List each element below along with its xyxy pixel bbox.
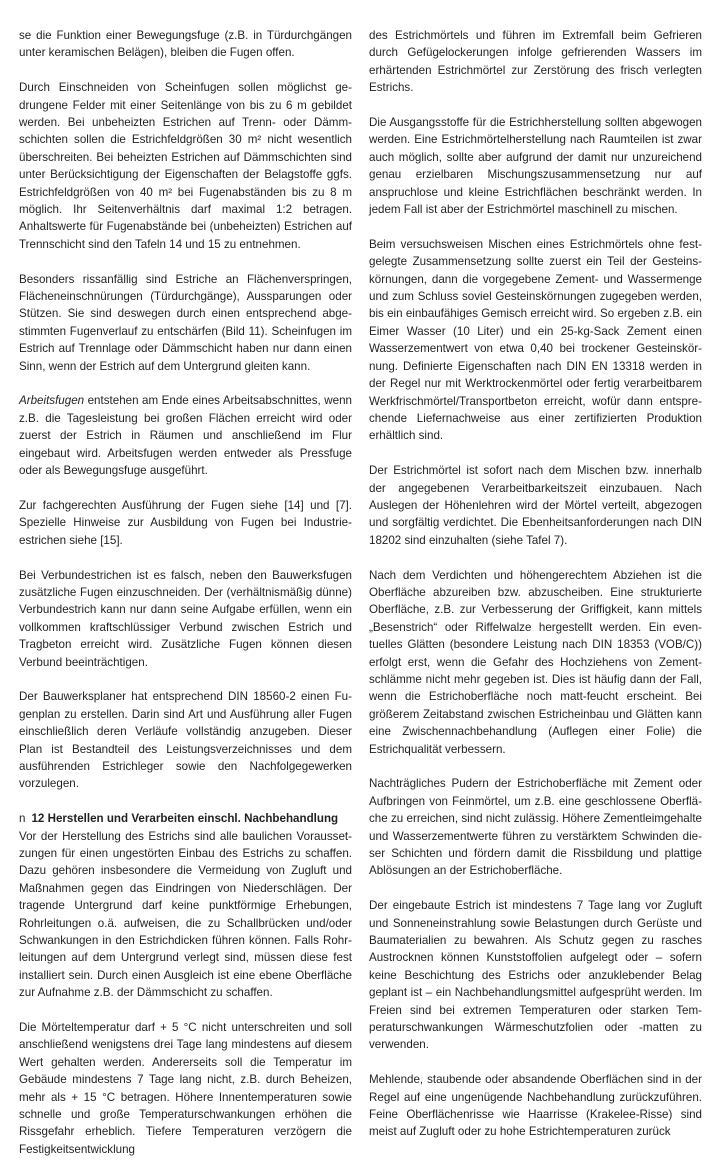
paragraph: Die Ausgangsstoffe für die Estrichherstellung sollten abgewogen werden. Eine Estrichmörtelherstellung nach Raumteilen ist zwar auch möglich, sollte aber aufgrund der damit nur unzureichend genau erzielbaren Mischungszusammensetzung nur auf anspruchlose und kleine Estrichflächen beschränkt werden. In jedem Fall ist aber der Estrichmörtel maschinell zu mischen.	[369, 116, 702, 217]
paragraph	[19, 392, 352, 479]
paragraph-text: entstehen am Ende eines Arbeitsabschnittes, wenn z.B. die Tagesleistung bei großen Flächen erreicht wird oder zuerst der Estrich in Räumen und anschließend im Flur eingebaut wird. Arbeitsfugen werden entweder als Pressfuge oder als Bewegungsfuge ausgeführt.	[19, 394, 352, 478]
left-column	[19, 27, 352, 1176]
paragraph: des Estrichmörtels und führen im Extremfall beim Gefrieren durch Gefügelockerungen infolge gefrierenden Wassers im erhärtenden Estrichmörtel zur Zerstörung des frisch verlegten Estrichs.	[369, 29, 702, 95]
paragraph: Zur fachgerechten Ausführung der Fugen siehe [14] und [7]. Spezielle Hinweise zur Ausbildung von Fugen bei Industrieestrichen siehe [15].	[19, 498, 352, 547]
paragraph: Mehlende, staubende oder absandende Oberflächen sind in der Regel auf eine ungenügende Nachbehandlung zurückzuführen. Feine Oberflächenrisse wie Haarrisse (Krakelee-Risse) sind meist auf Zugluft oder zu hohe Estrichtemperaturen zurück	[369, 1073, 702, 1139]
paragraph: Durch Einschneiden von Scheinfugen sollen möglichst gedrungene Felder mit einer Seitenlänge von bis zu 6 m gebildet werden. Bei unbeheizten Estrichen auf Trenn- oder Dämmschichten sollen die Estrichfeldgrößen 30 m² nicht wesentlich überschreiten. Bei beheizten Estrichen auf Dämmschichten sind unter Berücksichtigung der Eigenschaften der Belagstoffe ggfs. Estrichfeldgrößen von 40 m² bei Fugenabständen bis zu 8 m möglich. Ihr Seitenverhältnis darf maximal 1:2 betragen. Anhaltswerte für Fugenabstände bei (unbeheizten) Estrichen auf Trennschicht sind den Tafeln 14 und 15 zu entnehmen.	[19, 81, 352, 251]
term-arbeitsfugen: Arbeitsfugen	[19, 394, 85, 408]
section-title: 12 Herstellen und Verarbeiten einschl. Nachbehandlung	[31, 812, 339, 826]
paragraph: Nach dem Verdichten und höhengerechtem Abziehen ist die Oberfläche abzureiben bzw. abzuscheiben. Eine strukturierte Oberfläche, z.B. zur Verbesserung der Griffigkeit, kann mittels „Besenstrich“ oder Riffelwalze hergestellt werden. Ein eventuelles Glätten (besondere Leistung nach DIN 18353 (VOB/C)) erfolgt erst, wenn die Gefahr des Hochziehens von Zementschlämme nicht mehr gegeben ist. Dies ist häufig dann der Fall, wenn die Estrichoberfläche noch matt-feucht erscheint. Bei größerem Zeitabstand zwischen Estricheinbau und Glätten kann eine Zwischennachbehandlung (Auflegen einer Folie) die Estrichqualität verbessern.	[369, 568, 702, 756]
paragraph: Der Bauwerksplaner hat entsprechend DIN 18560-2 einen Fugenplan zu erstellen. Darin sind Art und Ausführung aller Fugen einschließlich deren Verläufe vollständig anzugeben. Dieser Plan ist Bestandteil des Leistungsverzeichnisses und dem ausführenden Estrichleger sowie den Nachfolgegewerken vorzulegen.	[19, 690, 352, 791]
paragraph: Der Estrichmörtel ist sofort nach dem Mischen bzw. innerhalb der angegebenen Verarbeitbarkeitszeit einzubauen. Nach Auslegen der Höhenlehren wird der Mörtel verteilt, abgezogen und sorgfältig verdichtet. Die Ebenheitsanforderungen nach DIN 18202 sind einzuhalten (siehe Tafel 7).	[369, 464, 702, 547]
paragraph: Die Mörteltemperatur darf + 5 °C nicht unterschreiten und soll anschließend wenigstens drei Tage lang mindestens auf diesem Wert gehalten werden. Andererseits soll die Temperatur im Gebäude mindestens 7 Tage lang nicht, z.B. durch Beheizen, mehr als + 15 °C betragen. Höhere Innentemperaturen sowie schnelle und große Temperaturschwankungen erhöhen die Rissgefahr erheblich. Tiefere Temperaturen verzögern die Festigkeitsentwicklung	[19, 1021, 352, 1156]
paragraph: Bei Verbundestrichen ist es falsch, neben den Bauwerksfugen zusätzliche Fugen einzuschneiden. Der (verhältnismäßig dünne) Verbundestrich kann nur dann seine Aufgabe erfüllen, wenn ein vollkommen kraftschlüssiger Verbund zwischen Estrich und Tragbeton erreicht wird. Zusätzliche Fugen können diesen Verbund beeinträchtigen.	[19, 568, 352, 669]
paragraph: Besonders rissanfällig sind Estriche an Flächenverspringen, Flächeneinschnürungen (Türdurchgänge), Aussparungen oder Stützen. Sie sind deswegen durch einen entsprechend abgestimmten Fugenverlauf zu entschärfen (Bild 11). Scheinfugen im Estrich auf Trennlage oder Dämmschicht haben nur dann einen Sinn, wenn der Estrich auf dem Untergrund gleiten kann.	[19, 272, 352, 373]
section-marker: n	[19, 812, 26, 826]
paragraph: Vor der Herstellung des Estrichs sind alle baulichen Voraussetzungen für einen ungestörten Einbau des Estrichs zu schaffen. Dazu gehören insbesondere die Vermeidung von Zugluft und Maßnahmen gegen das Eindringen von Niederschlägen. Der tragende Untergrund darf keine punktförmige Erhebungen, Rohrleitungen o.ä. aufweisen, die zu Schallbrücken und/oder Schwankungen in den Estrichdicken führen können. Falls Rohrleitungen auf dem Untergrund verlegt sind, müssen diese fest installiert sein. Durch einen Ausgleich ist eine ebene Oberfläche zur Aufnahme z.B. der Dämmschicht zu schaffen.	[19, 829, 352, 1000]
right-column	[369, 27, 702, 1158]
section-heading	[19, 810, 352, 827]
paragraph: Beim versuchsweisen Mischen eines Estrichmörtels ohne festgelegte Zusammensetzung sollte zuerst ein Teil der Gesteinskörnungen, dann die vorgegebene Zement- und Wassermenge und zum Schluss soviel Gesteinskörnungen zugegeben werden, bis ein einbaufähiges Gemisch erreicht wird. So ergeben z.B. ein Eimer Wasser (10 Liter) und ein 25-kg-Sack Zement einen Wasserzementwert von etwa 0,40 bei trockener Gesteinskörnung. Definierte Eigenschaften nach DIN EN 13318 werden in der Regel nur mit Werktrockenmörtel oder fertig verarbeitbarem Werkfrischmörtel/Transportbeton erreicht, wofür dann entsprechende Liefernachweise aus einer zertifizierten Produktion erhältlich sind.	[369, 237, 702, 443]
paragraph: Nachträgliches Pudern der Estrichoberfläche mit Zement oder Aufbringen von Feinmörtel, um z.B. eine geschlossene Oberfläche zu erreichen, sind nicht zulässig. Höhere Zementleimgehalte und Wasserzementwerte führen zu verstärktem Schwinden dieser Schichten und fördern damit die Rissbildung und plattige Ablösungen an der Estrichoberfläche.	[369, 777, 702, 878]
paragraph: Der eingebaute Estrich ist mindestens 7 Tage lang vor Zugluft und Sonneneinstrahlung sowie Belastungen durch Gerüste und Baumaterialien zu bewahren. Als Schutz gegen zu rasches Austrocknen können Kunststoffolien aufgelegt oder – sofern keine Beschichtung des Estrichs oder anzuklebender Belag geplant ist – ein Nachbehandlungsmittel aufgesprüht werden. Im Freien sind bei extremen Temperaturen oder starken Temperaturschwankungen Wärmeschutzfolien oder -matten zu verwenden.	[369, 899, 702, 1052]
paragraph: se die Funktion einer Bewegungsfuge (z.B. in Türdurchgängen unter keramischen Belägen), bleiben die Fugen offen.	[19, 29, 352, 60]
